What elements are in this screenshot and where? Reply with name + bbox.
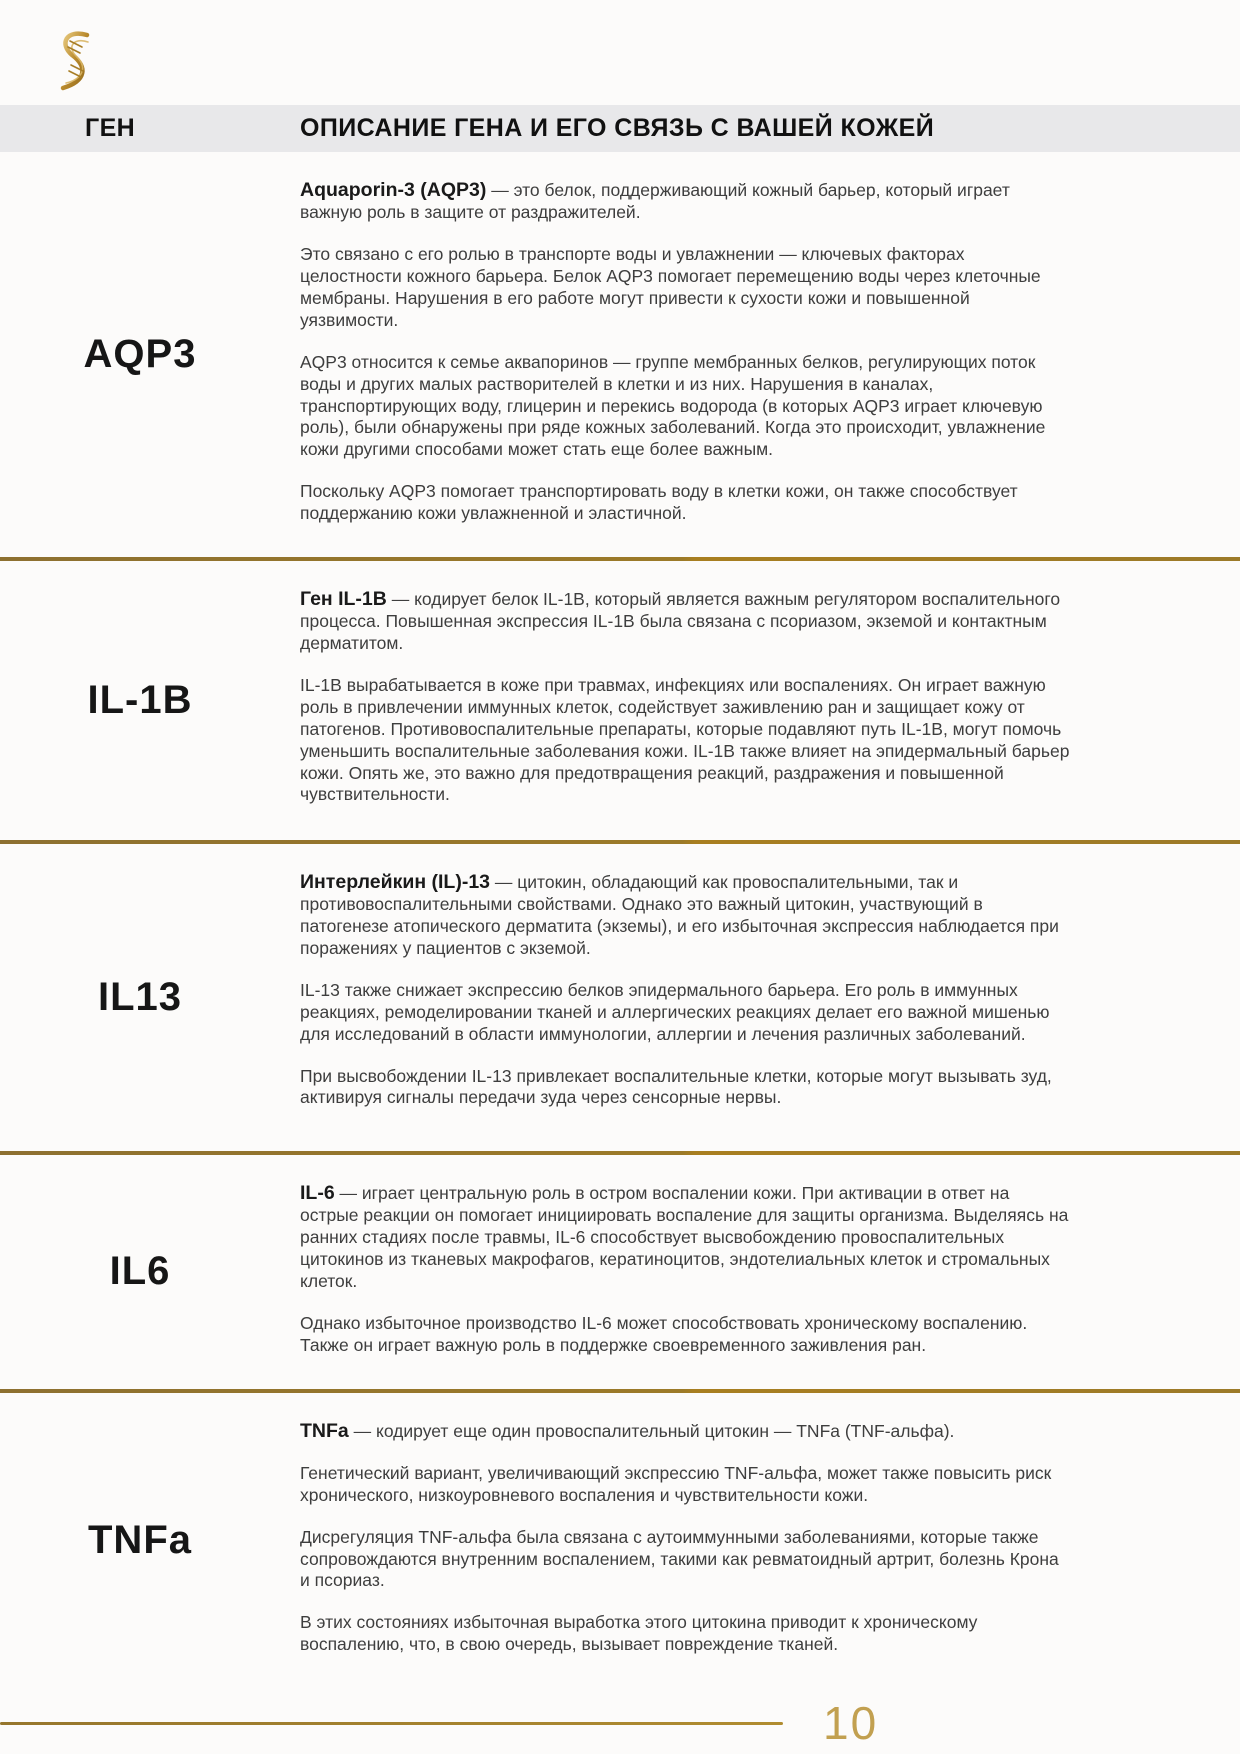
description-paragraph — [300, 1066, 1070, 1110]
gene-name: IL-1B — [87, 677, 193, 722]
gene-description-cell — [280, 1393, 1110, 1689]
gene-label-cell — [0, 844, 280, 1151]
description-text: IL-1B вырабатывается в коже при травмах, инфекциях или воспалениях. Он играет важную роль в привлечении иммунных клеток, содействует заживлению ран и защищает кожу от патогенов. Противовоспалительные препараты, которые подавляют путь IL-1B, могут помочь уменьшить воспалительные заболевания кожи. IL-1B также влияет на эпидермальный барьер кожи. Опять же, это важно для предотвращения реакций, раздражения и повышенной чувствительности. — [300, 675, 1070, 805]
description-paragraph — [300, 178, 1070, 224]
gene-description-cell — [280, 561, 1110, 840]
description-paragraph — [300, 1463, 1070, 1507]
table-row-tnfa — [0, 1393, 1240, 1689]
page-footer — [0, 1697, 1240, 1749]
description-text: Генетический вариант, увеличивающий экспрессию TNF-альфа, может также повысить риск хронического, низкоуровневого воспаления и чувствительности кожи. — [300, 1462, 1052, 1505]
description-text: — цитокин, обладающий как провоспалительными, так и противовоспалительными свойствами. Однако это важный цитокин, участвующий в патогенезе атопического дерматита (экземы), и его избыточная экспрессия наблюдается при поражениях у пациентов с экземой. — [300, 871, 1059, 958]
page-top-margin — [0, 0, 1240, 105]
description-text: AQP3 относится к семье аквапоринов — группе мембранных белков, регулирующих поток воды и других малых растворителей в клетки и из них. Нарушения в каналах, транспортирующих воду, глицерин и перекись водорода (в которых AQP3 играет ключевую роль), были обнаружены при ряде кожных заболеваний. Когда это происходит, увлажнение кожи другими способами может стать еще более важным. — [300, 351, 1046, 460]
description-paragraph — [300, 675, 1070, 806]
description-paragraph — [300, 1527, 1070, 1593]
gene-name: TNFa — [88, 1517, 192, 1562]
description-text: В этих состояниях избыточная выработка этого цитокина приводит к хроническому воспалению, что, в свою очередь, вызывает повреждение тканей. — [300, 1612, 978, 1655]
table-row-aqp3 — [0, 152, 1240, 557]
description-paragraph — [300, 244, 1070, 332]
gene-term: IL-6 — [300, 1181, 335, 1204]
table-row-il6 — [0, 1155, 1240, 1389]
description-text: Дисрегуляция TNF-альфа была связана с аутоиммунными заболеваниями, которые также сопровождаются внутренним воспалением, такими как ревматоидный артрит, болезнь Крона и псориаз. — [300, 1526, 1059, 1591]
description-text: При высвобождении IL-13 привлекает воспалительные клетки, которые могут вызывать зуд, активируя сигналы передачи зуда через сенсорные нервы. — [300, 1065, 1052, 1108]
description-text: — играет центральную роль в остром воспалении кожи. При активации в ответ на острые реакции он помогает инициировать воспаление для защиты организма. Выделяясь на ранних стадиях после травмы, IL-6 способствует высвобождению провоспалительных цитокинов из тканевых макрофагов, кератиноцитов, эндотелиальных клеток и стромальных клеток. — [300, 1182, 1069, 1291]
gene-label-cell — [0, 152, 280, 557]
description-paragraph — [300, 1419, 1070, 1443]
gene-name: AQP3 — [83, 331, 197, 376]
gene-name: IL13 — [97, 974, 183, 1019]
description-text: IL-13 также снижает экспрессию белков эпидермального барьера. Его роль в иммунных реакциях, ремоделировании тканей и аллергических реакциях делает его важной мишенью для исследований в области иммунологии, аллергии и лечения различных заболеваний. — [300, 979, 1050, 1044]
description-text: Это связано с его ролью в транспорте воды и увлажнении — ключевых факторах целостности кожного барьера. Белок AQP3 помогает перемещению воды через клеточные мембраны. Нарушения в его работе могут привести к сухости кожи и повышенной уязвимости. — [300, 244, 1041, 330]
description-text: — кодирует еще один провоспалительный цитокин — TNFa (TNF-альфа). — [348, 1420, 955, 1441]
footer-rule — [0, 1722, 783, 1725]
description-text: Однако избыточное производство IL-6 может способствовать хроническому воспалению. Также он играет важную роль в поддержке своевременного заживления ран. — [300, 1312, 1028, 1355]
gene-term: Интерлейкин (IL)-13 — [300, 870, 491, 893]
table-header-row — [0, 105, 1240, 152]
description-text: — это белок, поддерживающий кожный барьер, который играет важную роль в защите от раздражителей. — [300, 180, 1010, 223]
description-paragraph — [300, 352, 1070, 461]
page-number: 10 — [823, 1697, 879, 1749]
description-paragraph — [300, 481, 1070, 525]
gene-label-cell — [0, 1155, 280, 1389]
gene-description-cell — [280, 1155, 1110, 1389]
table-row-il13 — [0, 844, 1240, 1151]
gene-term: TNFa — [300, 1419, 349, 1442]
column-header-gene: ГЕН — [85, 114, 136, 142]
description-paragraph — [300, 870, 1070, 960]
gene-term: Ген IL-1B — [300, 587, 387, 610]
description-paragraph — [300, 587, 1070, 655]
table-row-il1b — [0, 561, 1240, 840]
column-header-description: ОПИСАНИЕ ГЕНА И ЕГО СВЯЗЬ С ВАШЕЙ КОЖЕЙ — [300, 114, 935, 142]
gene-label-cell — [0, 561, 280, 840]
dna-helix-icon — [52, 28, 94, 92]
gene-name: IL6 — [109, 1249, 171, 1294]
gene-description-cell — [280, 844, 1110, 1151]
gene-label-cell — [0, 1393, 280, 1689]
description-text: Поскольку AQP3 помогает транспортировать воду в клетки кожи, он также способствует поддержанию кожи увлажненной и эластичной. — [300, 481, 1018, 523]
description-paragraph — [300, 1181, 1070, 1293]
description-paragraph — [300, 1313, 1070, 1357]
description-paragraph — [300, 1612, 1070, 1656]
description-text: — кодирует белок IL-1B, который является важным регулятором воспалительного процесса. Повышенная экспрессия IL-1B была связана с псориазом, экземой и контактным дерматитом. — [300, 588, 1061, 654]
description-paragraph — [300, 980, 1070, 1046]
gene-term: Aquaporin-3 (AQP3) — [300, 179, 487, 201]
gene-description-cell — [280, 152, 1110, 557]
